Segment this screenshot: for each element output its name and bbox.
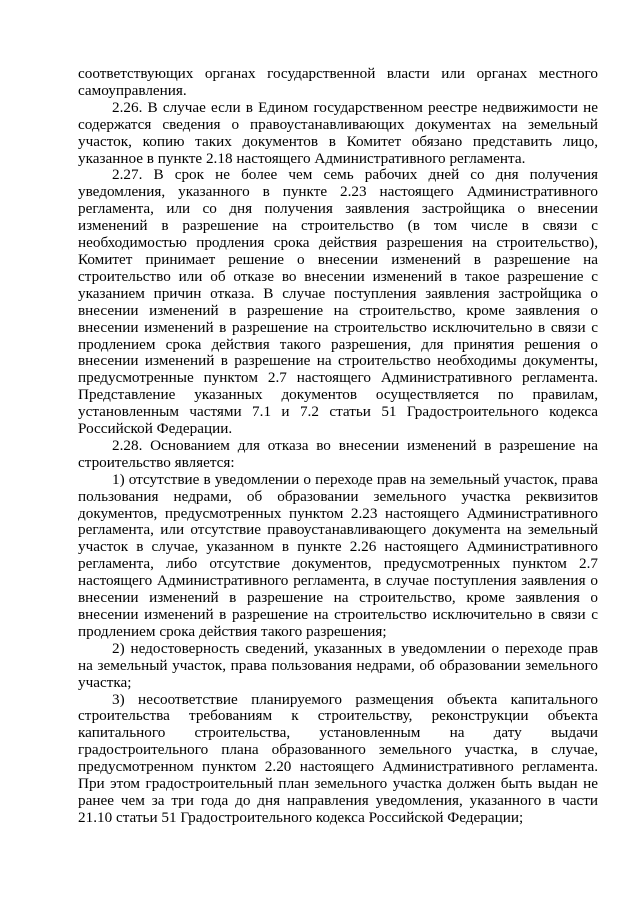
list-item-1: 1) отсутствие в уведомлении о переходе прав на земельный участок, права пользования недрами, об образовании земельного участка реквизитов документов, предусмотренных пунктом 2.23 настоящего Административного регламента, или отсутствие правоустанавливающего документа на земельный участок в случае, указанном в пункте 2.26 настоящего Административного регламента, либо отсутствие документов, предусмотренных пунктом 2.7 настоящего Административного регламента, в случае поступления заявления о внесении изменений в разрешение на строительство, кроме заявления о внесении изменений в разрешение на строительство исключительно в связи с продлением срока действия такого разрешения; (78, 470, 598, 640)
list-item-3: 3) несоответствие планируемого размещения объекта капитального строительства требованиям к строительству, реконструкции объекта капитального строительства, установленным на дату выдачи градостроительного плана образованного земельного участка, в случае, предусмотренном пунктом 2.20 настоящего Административного регламента. При этом градостроительный план земельного участка должен быть выдан не ранее чем за три года до дня направления уведомления, указанного в части 21.10 статьи 51 Градостроительного кодекса Российской Федерации; (78, 690, 598, 826)
document-page (78, 66, 598, 827)
paragraph-2-28: 2.28. Основанием для отказа во внесении изменений в разрешение на строительство является: (78, 436, 598, 471)
list-item-2: 2) недостоверность сведений, указанных в уведомлении о переходе прав на земельный участок, права пользования недрами, об образовании земельного участка; (78, 639, 598, 691)
paragraph-continuation: соответствующих органах государственной власти или органах местного самоуправления. (78, 65, 598, 99)
paragraph-2-27: 2.27. В срок не более чем семь рабочих дней со дня получения уведомления, указанного в пункте 2.23 настоящего Административного регламента, или со дня получения заявления застройщика о внесении изменений в разрешение на строительство (в том числе в связи с необходимостью продления срока действия разрешения на строительство), Комитет принимает решение о внесении изменений в разрешение на строительство или об отказе во внесении изменений в такое разрешение с указанием причин отказа. В случае поступления заявления застройщика о внесении изменений в разрешение на строительство, кроме заявления о внесении изменений в разрешение на строительство исключительно в связи с продлением срока действия такого разрешения, для принятия решения о внесении изменений в разрешение на строительство необходимы документы, предусмотренные пунктом 2.7 настоящего Административного регламента. Представление указанных документов осуществляется по правилам, установленным частями 7.1 и 7.2 статьи 51 Градостроительного кодекса Российской Федерации. (78, 166, 598, 438)
paragraph-2-26: 2.26. В случае если в Едином государственном реестре недвижимости не содержатся сведения о правоустанавливающих документах на земельный участок, копию таких документов в Комитет обязано представить лицо, указанное в пункте 2.18 настоящего Административного регламента. (78, 98, 598, 167)
